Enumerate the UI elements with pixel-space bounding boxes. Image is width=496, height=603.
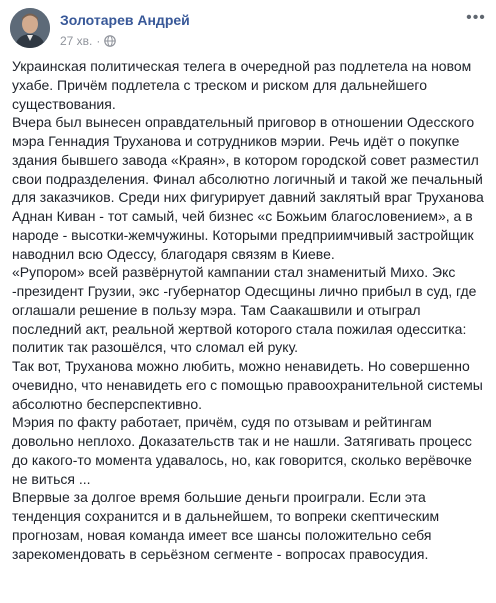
author-name-link[interactable]: Золотарев Андрей xyxy=(60,12,190,28)
post-paragraph: Вчера был вынесен оправдательный приговор в отношении Одесского мэра Геннадия Труханова и сотрудников мэрии. Речь идёт о покупке здания бывшего завода «Краян», в котором городской совет разместил свои подразделения. Финал абсолютно логичный и такой же печальный для заказчиков. Среди них фигурирует давний заклятый враг Труханова Аднан Киван - тот самый, чей бизнес «с Божьим благословением», а в народе - высотки-жемчужины. Которыми предприимчивый застройщик наводнил всю Одессу, благодаря связям в Киеве. xyxy=(12,114,484,262)
globe-icon[interactable] xyxy=(104,35,116,47)
post-timestamp-link[interactable]: 27 хв. xyxy=(60,34,93,48)
post-header xyxy=(10,8,486,52)
post-body xyxy=(12,57,490,563)
meta-separator: · xyxy=(96,34,101,48)
avatar-portrait xyxy=(10,8,50,48)
post-paragraph: Мэрия по факту работает, причём, судя по отзывам и рейтингам довольно неплохо. Доказательств так и не нашли. Затягивать процесс до какого-то момента удавалось, но, как говорится, сколько верёвочке не виться ... xyxy=(12,414,472,487)
post-paragraph: Так вот, Труханова можно любить, можно ненавидеть. Но совершенно очевидно, что ненавидеть его с помощью правоохранительной системы абсолютно бесперспективно. xyxy=(12,358,483,412)
more-options-button[interactable] xyxy=(466,8,486,28)
post-paragraph: Впервые за долгое время большие деньги проиграли. Если эта тенденция сохранится и в дальнейшем, то вопреки скептическим прогнозам, новая команда имеет все шансы положительно себя зарекомендовать в серьёзном сегменте - вопросах правосудия. xyxy=(12,489,440,562)
post-paragraph: Украинская политическая телега в очередной раз подлетела на новом ухабе. Причём подлетела с треском и риском для дальнейшего существования. xyxy=(12,58,472,112)
author-avatar[interactable] xyxy=(10,8,50,48)
post-paragraph: «Рупором» всей развёрнутой кампании стал знаменитый Михо. Экс -президент Грузии, экс -губернатор Одесщины лично прибыл в суд, где оглашали решение в пользу мэра. Там Саакашвили и отыграл последний акт, реальной жертвой которого стала пожилая одесситка: политик так разошёлся, что сломал ей руку. xyxy=(12,264,477,356)
more-icon: ••• xyxy=(466,9,486,26)
post-meta xyxy=(60,34,116,48)
